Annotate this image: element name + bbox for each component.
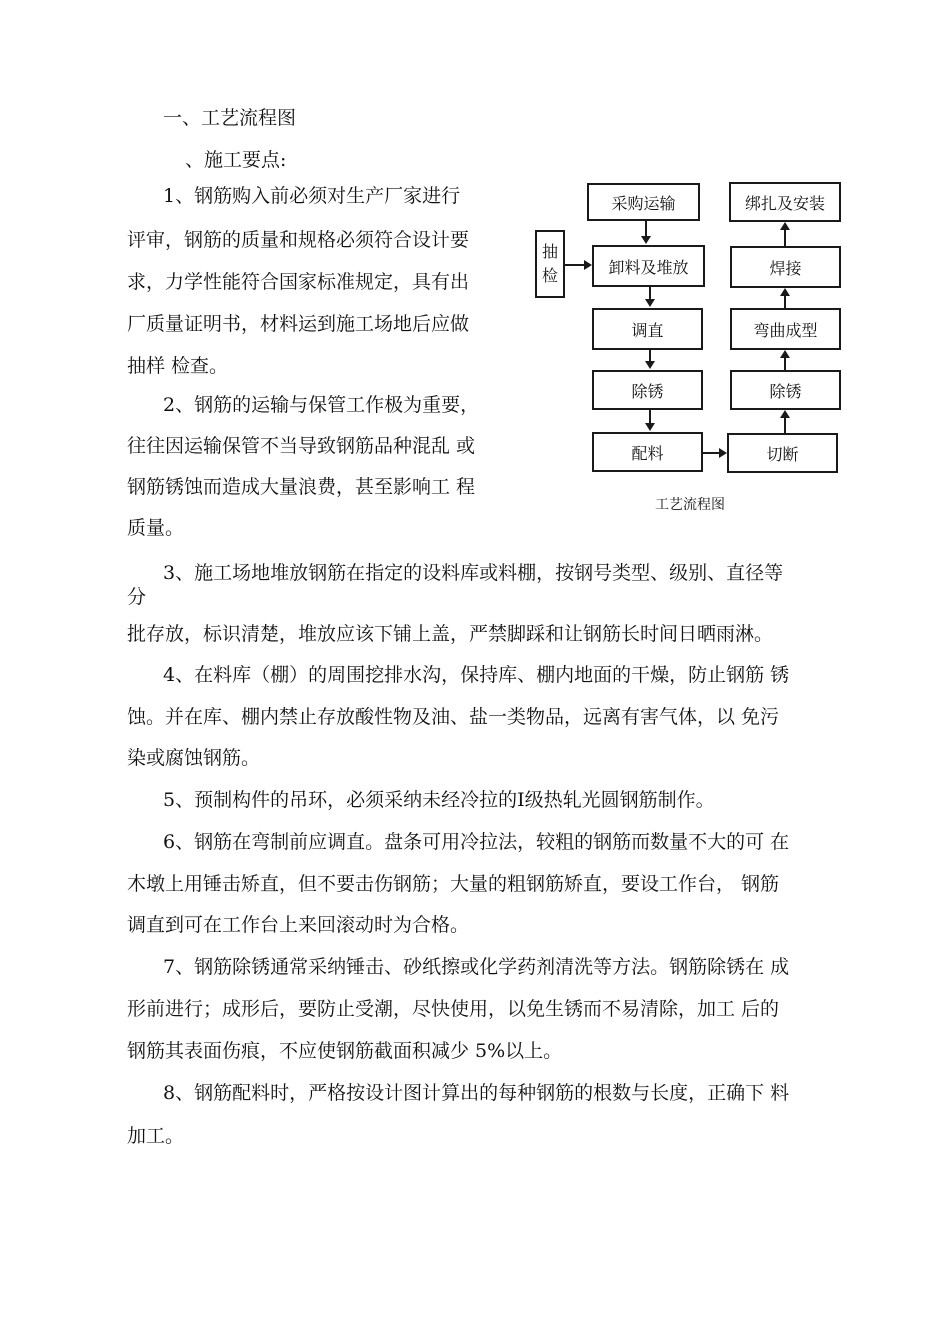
left-line: 厂质量证明书，材料运到施工场地后应做: [127, 313, 470, 335]
arrow-up-icon: [780, 350, 790, 358]
body-line: 4、在料库（棚）的周围挖排水沟，保持库、棚内地面的干燥，防止钢筋 锈: [163, 664, 790, 686]
body-line: 7、钢筋除锈通常采纳锤击、砂纸擦或化学药剂清洗等方法。钢筋除锈在 成: [163, 956, 790, 978]
flow-box-rust-removal-2: 除锈: [730, 370, 841, 410]
arrow-right-icon: [719, 448, 727, 458]
arrow-line: [784, 418, 786, 433]
arrow-up-icon: [780, 222, 790, 230]
arrow-up-icon: [780, 288, 790, 296]
heading-process-flow: 一、工艺流程图: [163, 107, 297, 129]
arrow-right-icon: [584, 260, 592, 270]
flow-box-bind-install: 绑扎及安装: [729, 182, 841, 222]
left-line: 往往因运输保管不当导致钢筋品种混乱 或: [127, 435, 476, 457]
body-line: 批存放，标识清楚，堆放应该下铺上盖，严禁脚踩和让钢筋长时间日晒雨淋。: [127, 623, 774, 645]
body-line: 形前进行；成形后，要防止受潮，尽快使用，以免生锈而不易清除，加工 后的: [127, 998, 780, 1020]
arrow-down-icon: [645, 299, 655, 307]
left-line: 2、钢筋的运输与保管工作极为重要，: [163, 394, 480, 416]
left-line: 质量。: [127, 517, 185, 539]
body-line: 6、钢筋在弯制前应调直。盘条可用冷拉法，较粗的钢筋而数量不大的可 在: [163, 831, 790, 853]
flow-box-material-prep: 配料: [592, 432, 703, 472]
arrow-line: [703, 452, 720, 454]
arrow-line: [649, 410, 651, 424]
arrow-down-icon: [645, 423, 655, 431]
body-line: 8、钢筋配料时，严格按设计图计算出的每种钢筋的根数与长度，正确下 料: [163, 1082, 790, 1104]
left-line: 评审，钢筋的质量和规格必须符合设计要: [127, 229, 470, 251]
flow-box-welding: 焊接: [730, 246, 841, 288]
side-box-char: 抽: [541, 242, 558, 261]
flow-box-straighten: 调直: [592, 308, 703, 350]
arrow-line: [645, 221, 647, 237]
flowchart-caption: 工艺流程图: [655, 497, 725, 513]
body-line: 木墩上用锤击矫直，但不要击伤钢筋；大量的粗钢筋矫直，要设工作台， 钢筋: [127, 873, 780, 895]
arrow-down-icon: [641, 236, 651, 244]
flow-box-rust-removal: 除锈: [592, 370, 703, 410]
sampling-inspection-box: [535, 230, 565, 298]
flow-box-cutting: 切断: [727, 433, 838, 473]
body-line: 分: [127, 586, 147, 608]
arrow-down-icon: [645, 361, 655, 369]
left-line: 求，力学性能符合国家标准规定，具有出: [127, 271, 470, 293]
arrow-line: [784, 358, 786, 370]
side-box-char: 检: [541, 266, 558, 285]
flow-box-bend-form: 弯曲成型: [730, 308, 841, 350]
left-line: 抽样 检查。: [127, 355, 229, 377]
left-line: 1、钢筋购入前必须对生产厂家进行: [163, 185, 461, 207]
arrow-up-icon: [780, 410, 790, 418]
flow-box-unload-stack: 卸料及堆放: [592, 245, 705, 287]
arrow-line: [784, 229, 786, 246]
flow-box-purchase-transport: 采购运输: [587, 183, 700, 221]
body-line: 钢筋其表面伤痕，不应使钢筋截面积减少 5%以上。: [127, 1040, 563, 1062]
body-line: 调直到可在工作台上来回滚动时为合格。: [127, 914, 470, 936]
body-line: 加工。: [127, 1125, 185, 1147]
arrow-line: [784, 296, 786, 308]
left-line: 钢筋锈蚀而造成大量浪费，甚至影响工 程: [127, 476, 476, 498]
body-line: 5、预制构件的吊环，必须采纳未经冷拉的Ⅰ级热轧光圆钢筋制作。: [163, 789, 715, 811]
heading-construction-points: 、施工要点:: [185, 149, 287, 171]
body-line: 染或腐蚀钢筋。: [127, 747, 261, 769]
body-line: 3、施工场地堆放钢筋在指定的设料库或料棚，按钢号类型、级别、直径等: [163, 562, 784, 584]
body-line: 蚀。并在库、棚内禁止存放酸性物及油、盐一类物品，远离有害气体，以 免污: [127, 706, 780, 728]
arrow-line: [565, 264, 585, 266]
